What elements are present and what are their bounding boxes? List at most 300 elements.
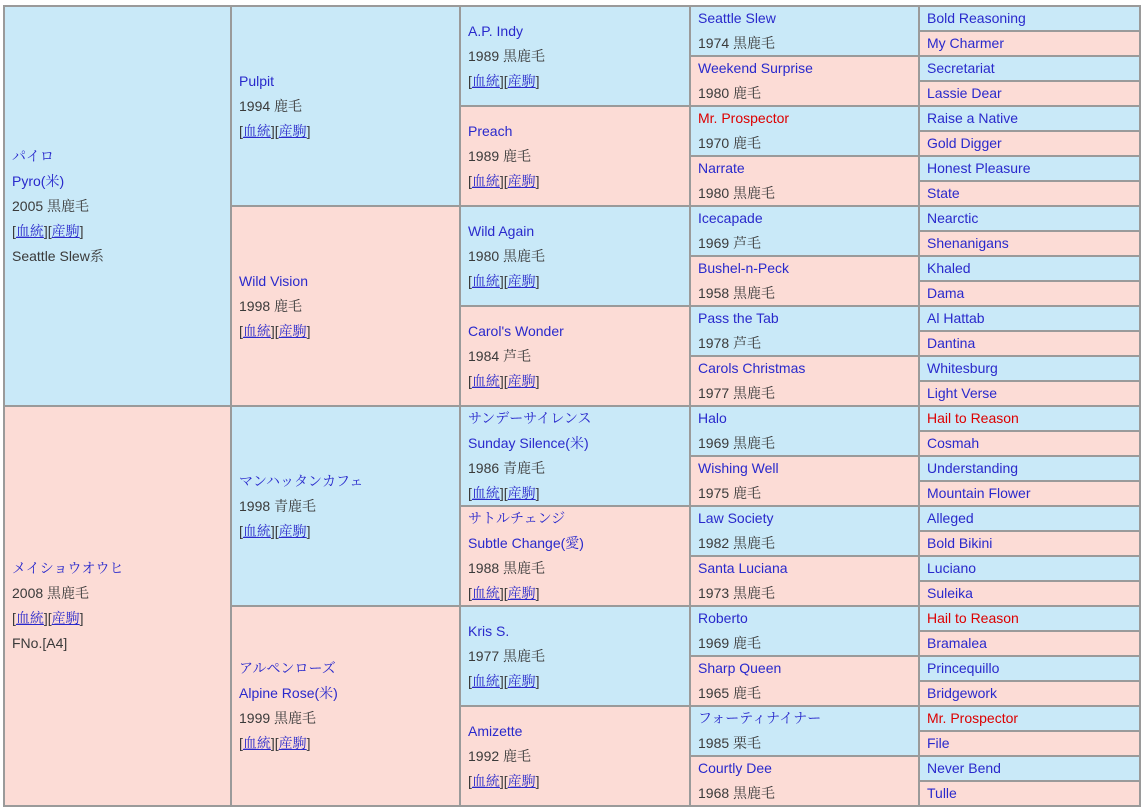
profile-links xyxy=(468,481,689,506)
bloodline-link[interactable]: 血統 xyxy=(242,322,271,339)
pedigree-cell xyxy=(691,557,920,607)
pedigree-cell xyxy=(920,407,1141,432)
horse-name-link[interactable]: Santa Luciana xyxy=(698,560,788,576)
horse-name-line xyxy=(698,757,918,781)
horse-name-link[interactable]: Never Bend xyxy=(927,760,1001,776)
horse-year-coat: 1975 鹿毛 xyxy=(698,485,762,501)
horse-alt-name-link[interactable]: Alpine Rose(米) xyxy=(239,685,338,701)
bloodline-link[interactable]: 血統 xyxy=(471,485,500,501)
horse-name-line xyxy=(468,619,689,644)
horse-name-line xyxy=(927,57,1139,81)
horse-name-link[interactable]: Roberto xyxy=(698,610,748,626)
pedigree-cell xyxy=(920,682,1141,707)
horse-year-coat: 1989 鹿毛 xyxy=(468,147,532,164)
offspring-link[interactable]: 産駒 xyxy=(51,610,80,626)
horse-name-link[interactable]: File xyxy=(927,735,950,751)
horse-name-link[interactable]: Icecapade xyxy=(698,210,763,226)
profile-links xyxy=(468,169,689,194)
horse-name-line xyxy=(927,382,1139,406)
bracket: [ xyxy=(274,735,279,751)
horse-name-line xyxy=(927,357,1139,381)
pedigree-cell xyxy=(920,132,1141,157)
bloodline-link[interactable]: 血統 xyxy=(15,610,44,626)
bracket: ] xyxy=(535,72,540,89)
horse-name-line xyxy=(927,182,1139,206)
offspring-link[interactable]: 産駒 xyxy=(278,522,307,539)
pedigree-cell xyxy=(461,507,691,607)
offspring-link[interactable]: 産駒 xyxy=(507,372,536,389)
pedigree-cell xyxy=(920,532,1141,557)
pedigree-cell xyxy=(232,607,461,807)
horse-name-link[interactable]: Amizette xyxy=(468,722,523,739)
bracket: [ xyxy=(503,372,508,389)
horse-name-link[interactable]: アルペンローズ xyxy=(239,660,336,676)
profile-links xyxy=(239,119,459,144)
horse-name-line xyxy=(927,157,1139,181)
bloodline-link[interactable]: 血統 xyxy=(471,372,500,389)
horse-name-link[interactable]: Dantina xyxy=(927,335,976,351)
pedigree-cell xyxy=(920,657,1141,682)
horse-name-line xyxy=(927,307,1139,331)
horse-name-line xyxy=(927,657,1139,681)
pedigree-cell xyxy=(920,32,1141,57)
pedigree-cell xyxy=(691,507,920,557)
horse-name-line xyxy=(927,707,1139,731)
pedigree-cell xyxy=(5,407,232,807)
pedigree-cell xyxy=(691,7,920,57)
pedigree-cell xyxy=(920,457,1141,482)
horse-name-link[interactable]: Light Verse xyxy=(927,385,998,401)
bracket: [ xyxy=(274,122,279,139)
profile-links xyxy=(468,369,689,394)
horse-year-coat: 1988 黒鹿毛 xyxy=(468,560,546,576)
horse-year-coat: 1985 栗毛 xyxy=(698,735,762,751)
horse-name-line xyxy=(927,557,1139,581)
horse-name-line xyxy=(698,557,918,581)
bracket: [ xyxy=(274,322,279,339)
horse-name-line xyxy=(698,57,918,81)
horse-year-coat: 1969 芦毛 xyxy=(698,235,762,251)
horse-name-link[interactable]: Halo xyxy=(698,410,727,426)
bloodline-link[interactable]: 血統 xyxy=(242,522,271,539)
offspring-link[interactable]: 産駒 xyxy=(507,772,536,789)
horse-name-link[interactable]: Kris S. xyxy=(468,622,510,639)
pedigree-cell xyxy=(232,7,461,207)
offspring-link[interactable]: 産駒 xyxy=(278,122,307,139)
horse-name-link[interactable]: Carols Christmas xyxy=(698,360,806,376)
horse-name-link[interactable]: Understanding xyxy=(927,460,1019,476)
horse-alt-name-line xyxy=(12,169,230,194)
horse-name-link[interactable]: Whitesburg xyxy=(927,360,998,376)
horse-note: FNo.[A4] xyxy=(12,635,68,651)
horse-name-link[interactable]: Courtly Dee xyxy=(698,760,772,776)
horse-name-link[interactable]: Law Society xyxy=(698,510,774,526)
pedigree-cell xyxy=(920,432,1141,457)
horse-name-line xyxy=(12,556,230,581)
horse-alt-name-link[interactable]: Pyro(米) xyxy=(12,172,65,189)
pedigree-cell xyxy=(691,157,920,207)
pedigree-cell xyxy=(920,482,1141,507)
offspring-link[interactable]: 産駒 xyxy=(507,272,536,289)
horse-year-coat: 1980 鹿毛 xyxy=(698,85,762,101)
pedigree-cell xyxy=(920,307,1141,332)
bloodline-link[interactable]: 血統 xyxy=(471,772,500,789)
horse-name-link[interactable]: Seattle Slew xyxy=(698,10,776,26)
horse-name-link[interactable]: State xyxy=(927,185,960,201)
bracket: ] xyxy=(535,585,540,601)
pedigree-cell xyxy=(461,607,691,707)
horse-name-link[interactable]: Mr. Prospector xyxy=(927,710,1019,726)
pedigree-cell xyxy=(691,257,920,307)
profile-links xyxy=(239,319,459,344)
horse-name-line xyxy=(698,407,918,431)
horse-name-link[interactable]: Pass the Tab xyxy=(698,310,779,326)
horse-year-coat: 1984 芦毛 xyxy=(468,347,532,364)
horse-name-link[interactable]: パイロ xyxy=(12,147,54,164)
pedigree-cell xyxy=(691,607,920,657)
horse-name-line xyxy=(927,282,1139,306)
bracket: [ xyxy=(12,610,16,626)
horse-name-link[interactable]: Hail to Reason xyxy=(927,610,1019,626)
horse-name-link[interactable]: Shenanigans xyxy=(927,235,1009,251)
profile-links xyxy=(239,519,459,544)
pedigree-cell xyxy=(461,207,691,307)
bracket: [ xyxy=(503,585,508,601)
horse-year-coat: 1969 鹿毛 xyxy=(698,635,762,651)
pedigree-cell xyxy=(691,107,920,157)
horse-name-link[interactable]: フォーティナイナー xyxy=(698,710,822,726)
bracket: ] xyxy=(535,772,540,789)
horse-name-line xyxy=(239,269,459,294)
horse-name-line xyxy=(927,7,1139,31)
horse-alt-name-link[interactable]: Sunday Silence(米) xyxy=(468,435,589,451)
profile-links xyxy=(468,581,689,606)
horse-name-link[interactable]: Luciano xyxy=(927,560,977,576)
offspring-link[interactable]: 産駒 xyxy=(507,672,536,689)
pedigree-cell xyxy=(920,182,1141,207)
horse-name-line xyxy=(927,632,1139,656)
bracket: [ xyxy=(239,735,243,751)
bloodline-link[interactable]: 血統 xyxy=(15,222,44,239)
horse-name-line xyxy=(698,7,918,31)
bracket: [ xyxy=(503,772,508,789)
offspring-link[interactable]: 産駒 xyxy=(507,585,536,601)
bracket: ] xyxy=(270,322,275,339)
bloodline-link[interactable]: 血統 xyxy=(242,735,271,751)
horse-name-link[interactable]: Bold Reasoning xyxy=(927,10,1026,26)
pedigree-cell xyxy=(5,7,232,407)
horse-name-line xyxy=(927,782,1139,806)
horse-alt-name-line xyxy=(468,431,689,456)
horse-year-coat: 1986 青鹿毛 xyxy=(468,460,546,476)
horse-name-link[interactable]: Honest Pleasure xyxy=(927,160,1031,176)
bracket: [ xyxy=(468,772,472,789)
pedigree-cell xyxy=(461,707,691,807)
offspring-link[interactable]: 産駒 xyxy=(278,322,307,339)
bracket: [ xyxy=(239,322,243,339)
pedigree-cell xyxy=(920,607,1141,632)
pedigree-cell xyxy=(920,257,1141,282)
horse-name-line xyxy=(468,407,689,431)
bracket: [ xyxy=(468,585,472,601)
pedigree-cell xyxy=(920,582,1141,607)
horse-name-link[interactable]: Narrate xyxy=(698,160,745,176)
horse-year-coat: 1965 鹿毛 xyxy=(698,685,762,701)
offspring-link[interactable]: 産駒 xyxy=(278,735,307,751)
horse-name-line xyxy=(927,532,1139,556)
horse-year-coat: 1998 青鹿毛 xyxy=(239,497,317,514)
horse-name-line xyxy=(239,469,459,494)
bracket: [ xyxy=(503,485,508,501)
pedigree-cell xyxy=(691,457,920,507)
profile-links xyxy=(12,219,230,244)
bracket: ] xyxy=(306,522,311,539)
bracket: ] xyxy=(499,372,504,389)
pedigree-cell xyxy=(461,7,691,107)
pedigree-cell xyxy=(920,332,1141,357)
horse-name-link[interactable]: Wild Again xyxy=(468,222,535,239)
horse-year-coat: 2005 黒鹿毛 xyxy=(12,197,90,214)
bracket: ] xyxy=(306,322,311,339)
horse-name-line xyxy=(698,657,918,681)
profile-links xyxy=(468,269,689,294)
horse-name-line xyxy=(927,132,1139,156)
horse-name-link[interactable]: Khaled xyxy=(927,260,971,276)
bracket: [ xyxy=(503,72,508,89)
horse-name-link[interactable]: Raise a Native xyxy=(927,110,1019,126)
bracket: [ xyxy=(468,172,472,189)
horse-name-line xyxy=(468,507,689,531)
bracket: ] xyxy=(499,272,504,289)
horse-name-line xyxy=(698,507,918,531)
horse-name-link[interactable]: マンハッタンカフェ xyxy=(239,472,364,489)
horse-name-link[interactable]: Cosmah xyxy=(927,435,980,451)
profile-links xyxy=(468,669,689,694)
horse-alt-name-line xyxy=(239,681,459,706)
horse-name-link[interactable]: サンデーサイレンス xyxy=(468,410,592,426)
horse-name-link[interactable]: Mr. Prospector xyxy=(698,110,790,126)
profile-links xyxy=(12,606,230,631)
horse-name-link[interactable]: Carol's Wonder xyxy=(468,322,564,339)
horse-name-line xyxy=(927,732,1139,756)
horse-name-link[interactable]: Hail to Reason xyxy=(927,410,1019,426)
horse-name-line xyxy=(927,507,1139,531)
pedigree-cell xyxy=(691,657,920,707)
pedigree-cell xyxy=(691,307,920,357)
horse-name-link[interactable]: Sharp Queen xyxy=(698,660,782,676)
bloodline-link[interactable]: 血統 xyxy=(471,272,500,289)
bracket: [ xyxy=(503,672,508,689)
bracket: ] xyxy=(535,372,540,389)
bracket: ] xyxy=(535,485,540,501)
pedigree-cell xyxy=(691,407,920,457)
horse-name-line xyxy=(698,157,918,181)
bracket: [ xyxy=(47,610,52,626)
horse-name-line xyxy=(927,232,1139,256)
pedigree-cell xyxy=(920,157,1141,182)
horse-name-link[interactable]: Lassie Dear xyxy=(927,85,1002,101)
horse-year-coat: 1977 黒鹿毛 xyxy=(698,385,776,401)
horse-name-link[interactable]: Preach xyxy=(468,122,513,139)
horse-name-line xyxy=(927,757,1139,781)
bracket: ] xyxy=(306,735,311,751)
bloodline-link[interactable]: 血統 xyxy=(242,122,271,139)
pedigree-cell xyxy=(920,632,1141,657)
horse-name-link[interactable]: Wishing Well xyxy=(698,460,779,476)
bloodline-link[interactable]: 血統 xyxy=(471,172,500,189)
offspring-link[interactable]: 産駒 xyxy=(507,485,536,501)
pedigree-cell xyxy=(920,357,1141,382)
bracket: ] xyxy=(306,122,311,139)
bracket: ] xyxy=(499,672,504,689)
horse-name-link[interactable]: Bridgework xyxy=(927,685,998,701)
horse-year-coat: 1980 黒鹿毛 xyxy=(698,185,776,201)
horse-name-link[interactable]: Wild Vision xyxy=(239,272,308,289)
horse-name-line xyxy=(698,107,918,131)
profile-links xyxy=(468,769,689,794)
bracket: ] xyxy=(499,772,504,789)
pedigree-cell xyxy=(691,207,920,257)
horse-name-line xyxy=(698,307,918,331)
horse-name-link[interactable]: Princequillo xyxy=(927,660,1000,676)
horse-name-link[interactable]: Secretariat xyxy=(927,60,995,76)
bracket: ] xyxy=(270,122,275,139)
horse-name-line xyxy=(468,19,689,44)
horse-name-link[interactable]: Bold Bikini xyxy=(927,535,993,551)
bracket: ] xyxy=(43,222,48,239)
horse-name-link[interactable]: Pulpit xyxy=(239,72,275,89)
horse-name-line xyxy=(468,219,689,244)
horse-year-coat: 1969 黒鹿毛 xyxy=(698,435,776,451)
pedigree-cell xyxy=(920,382,1141,407)
horse-year-coat: 1989 黒鹿毛 xyxy=(468,47,546,64)
offspring-link[interactable]: 産駒 xyxy=(507,172,536,189)
horse-name-line xyxy=(698,457,918,481)
horse-name-line xyxy=(927,582,1139,606)
pedigree-cell xyxy=(920,107,1141,132)
horse-name-line xyxy=(927,482,1139,506)
bracket: [ xyxy=(468,485,472,501)
horse-name-link[interactable]: Gold Digger xyxy=(927,135,1002,151)
profile-links xyxy=(239,731,459,756)
horse-alt-name-link[interactable]: Subtle Change(愛) xyxy=(468,535,584,551)
horse-name-line xyxy=(468,319,689,344)
bracket: [ xyxy=(468,72,472,89)
horse-name-line xyxy=(698,257,918,281)
horse-name-line xyxy=(239,656,459,681)
pedigree-cell xyxy=(920,732,1141,757)
bracket: ] xyxy=(79,222,84,239)
pedigree-cell xyxy=(232,407,461,607)
bracket: ] xyxy=(535,272,540,289)
horse-name-link[interactable]: Bramalea xyxy=(927,635,987,651)
horse-year-coat: 1982 黒鹿毛 xyxy=(698,535,776,551)
pedigree-cell xyxy=(691,757,920,807)
pedigree-cell xyxy=(691,707,920,757)
horse-name-line xyxy=(927,107,1139,131)
bracket: ] xyxy=(270,735,275,751)
horse-name-line xyxy=(468,119,689,144)
bracket: [ xyxy=(503,172,508,189)
offspring-link[interactable]: 産駒 xyxy=(507,72,536,89)
horse-name-link[interactable]: Suleika xyxy=(927,585,973,601)
horse-name-link[interactable]: Nearctic xyxy=(927,210,979,226)
horse-name-line xyxy=(927,207,1139,231)
horse-note: Seattle Slew系 xyxy=(12,247,104,264)
horse-name-link[interactable]: Mountain Flower xyxy=(927,485,1031,501)
horse-name-line xyxy=(239,69,459,94)
horse-name-link[interactable]: Al Hattab xyxy=(927,310,985,326)
pedigree-cell xyxy=(232,207,461,407)
horse-name-link[interactable]: A.P. Indy xyxy=(468,22,524,39)
horse-name-line xyxy=(927,257,1139,281)
horse-name-line xyxy=(698,207,918,231)
pedigree-cell xyxy=(691,57,920,107)
horse-name-link[interactable]: サトルチェンジ xyxy=(468,510,566,526)
horse-name-line xyxy=(927,682,1139,706)
bracket: ] xyxy=(43,610,48,626)
horse-year-coat: 1980 黒鹿毛 xyxy=(468,247,546,264)
bracket: [ xyxy=(503,272,508,289)
horse-name-link[interactable]: Tulle xyxy=(927,785,957,801)
bloodline-link[interactable]: 血統 xyxy=(471,585,500,601)
pedigree-cell xyxy=(691,357,920,407)
bloodline-link[interactable]: 血統 xyxy=(471,72,500,89)
horse-alt-name-line xyxy=(468,531,689,556)
bracket: [ xyxy=(239,122,243,139)
horse-year-coat: 1992 鹿毛 xyxy=(468,747,532,764)
bracket: ] xyxy=(270,522,275,539)
horse-year-coat: 1994 鹿毛 xyxy=(239,97,303,114)
bracket: ] xyxy=(499,585,504,601)
horse-name-link[interactable]: メイショウオウヒ xyxy=(12,560,124,576)
horse-name-line xyxy=(698,607,918,631)
pedigree-cell xyxy=(920,7,1141,32)
horse-name-line xyxy=(927,332,1139,356)
horse-name-link[interactable]: Alleged xyxy=(927,510,974,526)
pedigree-table xyxy=(3,5,1141,807)
bracket: ] xyxy=(535,672,540,689)
bracket: [ xyxy=(239,522,243,539)
pedigree-cell xyxy=(920,57,1141,82)
horse-year-coat: 1977 黒鹿毛 xyxy=(468,647,546,664)
bracket: ] xyxy=(499,172,504,189)
horse-year-coat: 1958 黒鹿毛 xyxy=(698,285,776,301)
horse-name-link[interactable]: Bushel-n-Peck xyxy=(698,260,790,276)
horse-name-line xyxy=(698,707,918,731)
horse-year-coat: 1973 黒鹿毛 xyxy=(698,585,776,601)
horse-name-link[interactable]: Dama xyxy=(927,285,965,301)
horse-name-link[interactable]: Weekend Surprise xyxy=(698,60,813,76)
horse-year-coat: 1999 黒鹿毛 xyxy=(239,710,317,726)
profile-links xyxy=(468,69,689,94)
horse-name-line xyxy=(927,407,1139,431)
bracket: ] xyxy=(79,610,84,626)
horse-name-line xyxy=(468,719,689,744)
bloodline-link[interactable]: 血統 xyxy=(471,672,500,689)
offspring-link[interactable]: 産駒 xyxy=(51,222,80,239)
bracket: ] xyxy=(499,72,504,89)
pedigree-cell xyxy=(461,107,691,207)
horse-name-link[interactable]: My Charmer xyxy=(927,35,1005,51)
horse-name-line xyxy=(12,144,230,169)
bracket: [ xyxy=(47,222,52,239)
horse-year-coat: 1974 黒鹿毛 xyxy=(698,35,776,51)
pedigree-cell xyxy=(920,782,1141,807)
horse-year-coat: 1978 芦毛 xyxy=(698,335,762,351)
pedigree-cell xyxy=(920,757,1141,782)
pedigree-cell xyxy=(920,232,1141,257)
